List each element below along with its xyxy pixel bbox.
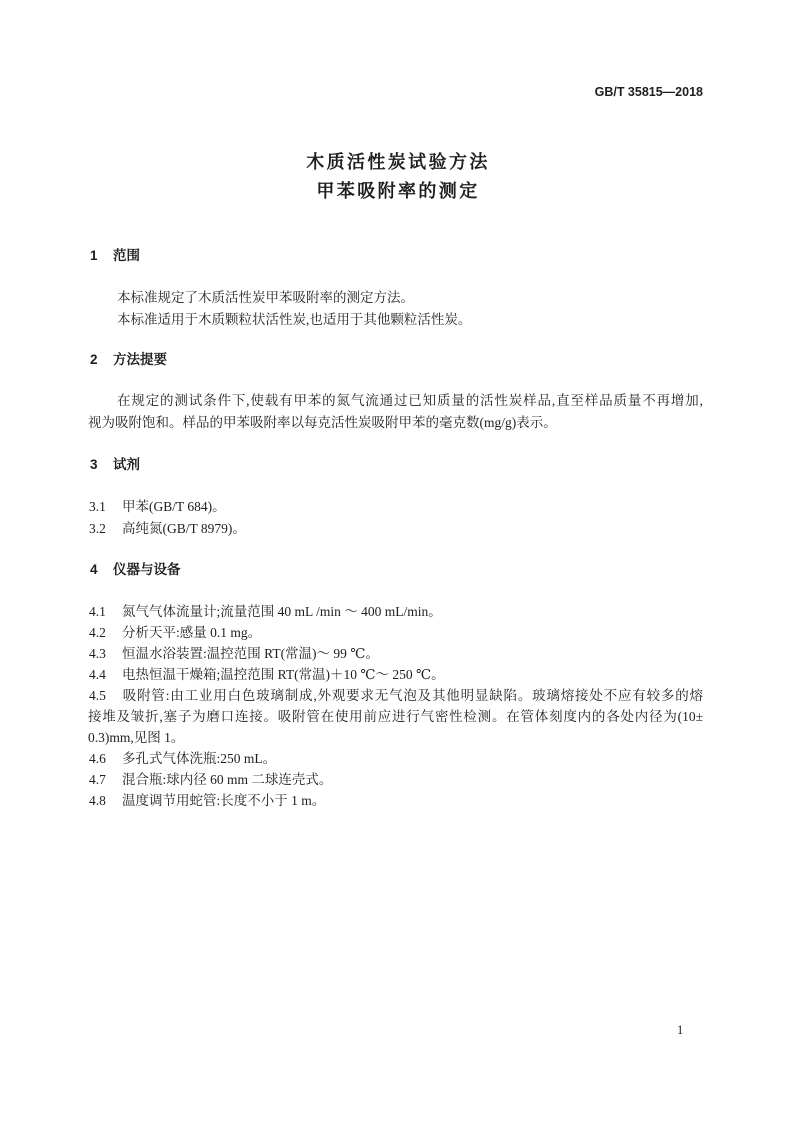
clause-number: 3.2 bbox=[89, 521, 106, 536]
paragraph-line: 本标准适用于木质颗粒状活性炭,也适用于其他颗粒活性炭。 bbox=[117, 312, 472, 327]
clause-4-5-continuation: 0.3)mm,见图 1。 bbox=[88, 730, 185, 745]
clause-4-6 bbox=[88, 748, 703, 769]
page-number: 1 bbox=[677, 1023, 684, 1037]
clause-number: 3.1 bbox=[89, 499, 106, 514]
clause-number: 4.3 bbox=[89, 646, 106, 661]
paragraph-line: 本标准规定了木质活性炭甲苯吸附率的测定方法。 bbox=[117, 290, 414, 305]
section-title: 方法提要 bbox=[113, 352, 167, 367]
section-heading-1 bbox=[90, 245, 140, 267]
clause-number: 4.4 bbox=[89, 667, 106, 682]
section-number: 3 bbox=[90, 457, 98, 472]
section-number: 4 bbox=[90, 562, 98, 577]
clause-4-5 bbox=[88, 685, 703, 706]
section-heading-2 bbox=[90, 349, 167, 371]
clause-4-5-continuation: 接堆及皱折,塞子为磨口连接。吸附管在使用前应进行气密性检测。在管体刻度内的各处内径为(10± bbox=[88, 709, 703, 724]
section-2-body bbox=[88, 390, 703, 434]
clause-4-2 bbox=[88, 622, 703, 643]
clause-text: 电热恒温干燥箱;温控范围 RT(常温)＋10 ℃～ 250 ℃。 bbox=[122, 667, 445, 682]
document-title-line-2: 甲苯吸附率的测定 bbox=[316, 181, 480, 202]
clause-3-1 bbox=[88, 496, 703, 518]
clause-text: 多孔式气体洗瓶:250 mL。 bbox=[122, 751, 277, 766]
clause-number: 4.5 bbox=[89, 688, 106, 703]
section-title: 仪器与设备 bbox=[113, 562, 181, 577]
clause-number: 4.8 bbox=[89, 793, 106, 808]
clause-4-3 bbox=[88, 643, 703, 664]
clause-text: 分析天平:感量 0.1 mg。 bbox=[122, 625, 262, 640]
clause-4-1 bbox=[88, 601, 703, 622]
section-1-body bbox=[88, 287, 703, 331]
standard-code: GB/T 35815—2018 bbox=[594, 85, 703, 99]
clause-4-4 bbox=[88, 664, 703, 685]
section-number: 1 bbox=[90, 248, 98, 263]
clause-4-8 bbox=[88, 790, 703, 811]
clause-3-2 bbox=[88, 518, 703, 540]
section-heading-4 bbox=[90, 559, 181, 581]
paragraph-line: 在规定的测试条件下,使载有甲苯的氮气流通过已知质量的活性炭样品,直至样品质量不再增加, bbox=[117, 393, 703, 408]
clause-text: 温度调节用蛇管:长度不小于 1 m。 bbox=[122, 793, 326, 808]
clause-number: 4.1 bbox=[89, 604, 106, 619]
clause-text: 氮气气体流量计;流量范围 40 mL /min ～ 400 mL/min。 bbox=[122, 604, 442, 619]
clause-text: 甲苯(GB/T 684)。 bbox=[122, 499, 226, 514]
paragraph-line: 视为吸附饱和。样品的甲苯吸附率以每克活性炭吸附甲苯的毫克数(mg/g)表示。 bbox=[88, 415, 557, 430]
clause-text: 恒温水浴装置:温控范围 RT(常温)～ 99 ℃。 bbox=[122, 646, 379, 661]
clause-text: 混合瓶:球内径 60 mm 二球连壳式。 bbox=[122, 772, 333, 787]
clause-text: 吸附管:由工业用白色玻璃制成,外观要求无气泡及其他明显缺陷。玻璃熔接处不应有较多的熔 bbox=[122, 688, 703, 703]
section-title: 范围 bbox=[113, 248, 140, 263]
section-number: 2 bbox=[90, 352, 98, 367]
section-4-body bbox=[88, 601, 703, 811]
document-title-line-1: 木质活性炭试验方法 bbox=[306, 152, 490, 173]
section-heading-3 bbox=[90, 454, 140, 476]
clause-4-7 bbox=[88, 769, 703, 790]
clause-number: 4.2 bbox=[89, 625, 106, 640]
section-3-body bbox=[88, 496, 703, 540]
clause-number: 4.7 bbox=[89, 772, 106, 787]
clause-number: 4.6 bbox=[89, 751, 106, 766]
clause-text: 高纯氮(GB/T 8979)。 bbox=[122, 521, 246, 536]
section-title: 试剂 bbox=[113, 457, 140, 472]
